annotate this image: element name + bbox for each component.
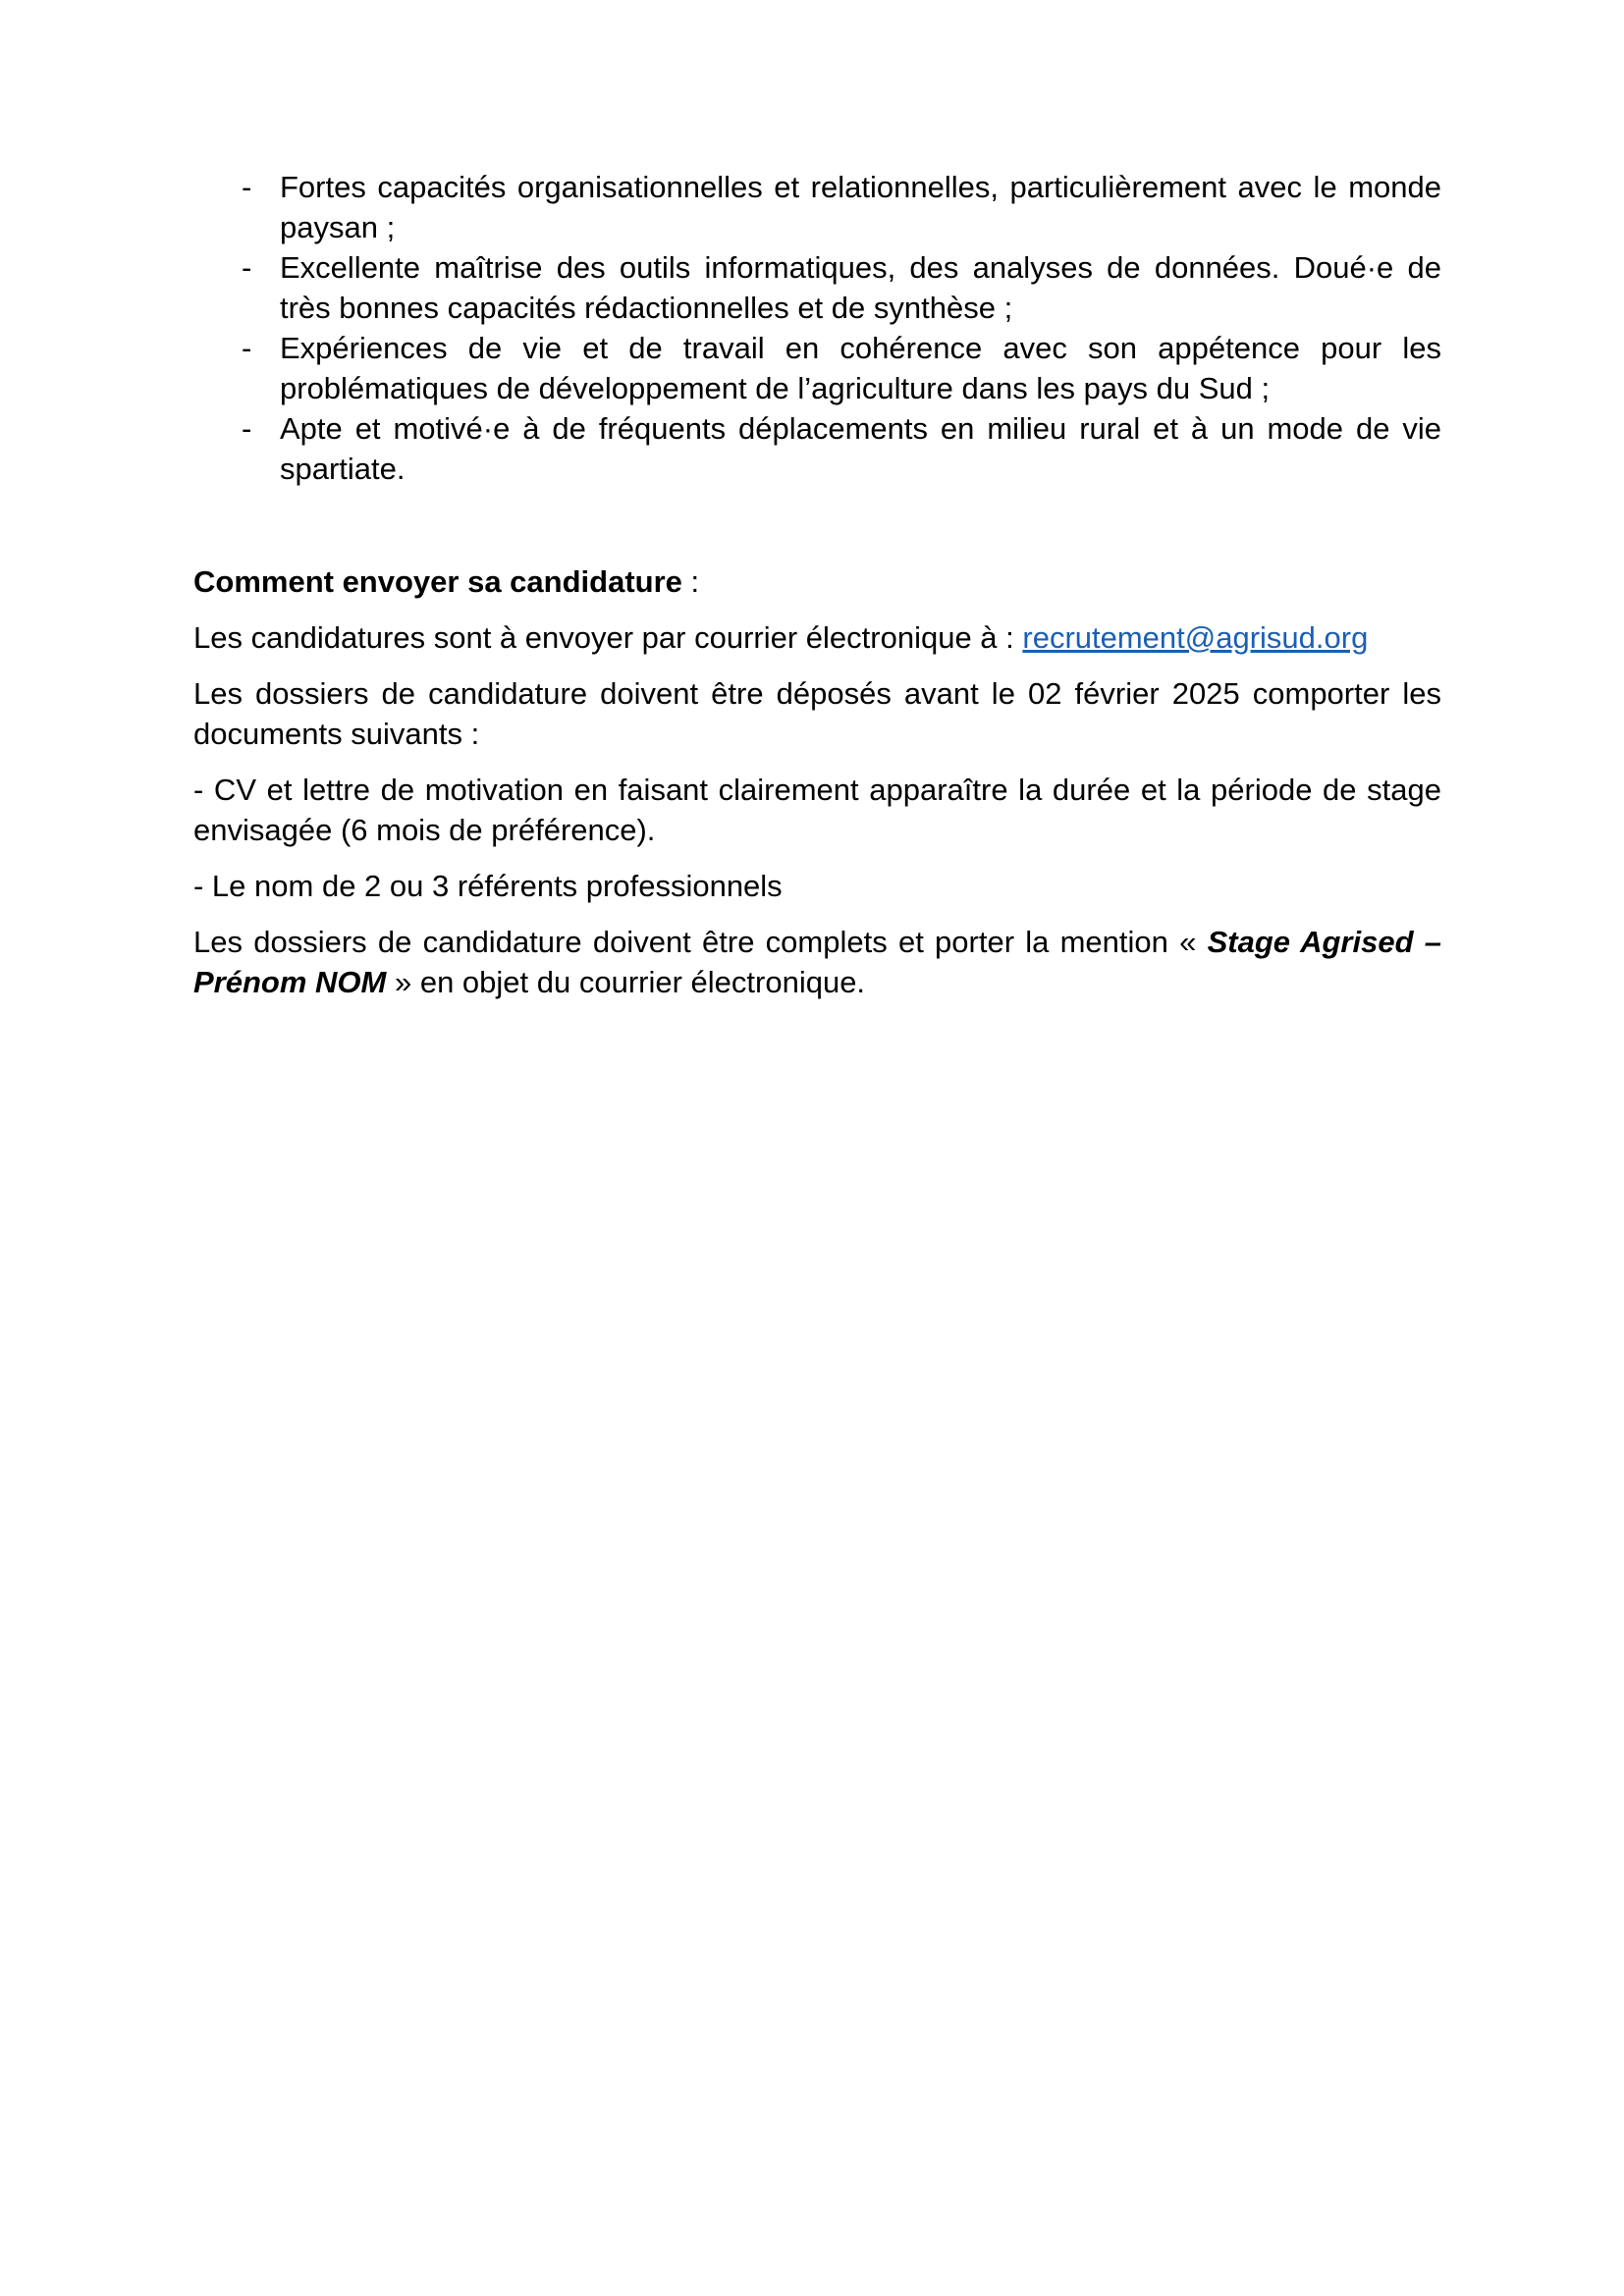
requirement-text: Apte et motivé·e à de fréquents déplacements en milieu rural et à un mode de vie spartiate. xyxy=(280,411,1441,486)
email-paragraph xyxy=(193,617,1441,658)
requirement-item xyxy=(193,328,1441,408)
document-referents-item: - Le nom de 2 ou 3 référents professionnels xyxy=(193,869,783,903)
bullet-dash: - xyxy=(242,170,252,204)
email-intro-text: Les candidatures sont à envoyer par courrier électronique à : xyxy=(193,620,1023,655)
application-heading-suffix: : xyxy=(681,564,700,599)
mention-subject-text: Stage Agrised – Prénom NOM xyxy=(193,925,1441,999)
deadline-paragraph: Les dossiers de candidature doivent être déposés avant le 02 février 2025 comporter les documents suivants : xyxy=(193,676,1441,751)
requirement-item xyxy=(193,167,1441,247)
requirement-text: Excellente maîtrise des outils informatiques, des analyses de données. Doué·e de très bonnes capacités rédactionnelles et de synthèse ; xyxy=(280,250,1441,325)
mention-suffix-text: » en objet du courrier électronique. xyxy=(386,965,866,999)
document-cv-item: - CV et lettre de motivation en faisant clairement apparaître la durée et la période de stage envisagée (6 mois de préférence). xyxy=(193,773,1441,847)
requirement-item xyxy=(193,247,1441,328)
requirement-item xyxy=(193,408,1441,489)
application-section xyxy=(193,561,1441,1002)
requirement-text: Expériences de vie et de travail en cohérence avec son appétence pour les problématiques de développement de l’agriculture dans les pays du Sud ; xyxy=(280,331,1441,405)
bullet-dash: - xyxy=(242,331,252,365)
mention-prefix-text: Les dossiers de candidature doivent être complets et porter la mention « xyxy=(193,925,1208,959)
requirement-text: Fortes capacités organisationnelles et relationnelles, particulièrement avec le monde paysan ; xyxy=(280,170,1441,244)
bullet-dash: - xyxy=(242,411,252,446)
document-page xyxy=(193,167,1441,1002)
bullet-dash: - xyxy=(242,250,252,285)
subject-mention-paragraph xyxy=(193,922,1441,1002)
requirements-list xyxy=(193,167,1441,489)
application-heading-text: Comment envoyer sa candidature xyxy=(193,564,682,599)
application-heading xyxy=(193,561,1441,602)
recruitment-email-link[interactable]: recrutement@agrisud.org xyxy=(1022,620,1369,655)
